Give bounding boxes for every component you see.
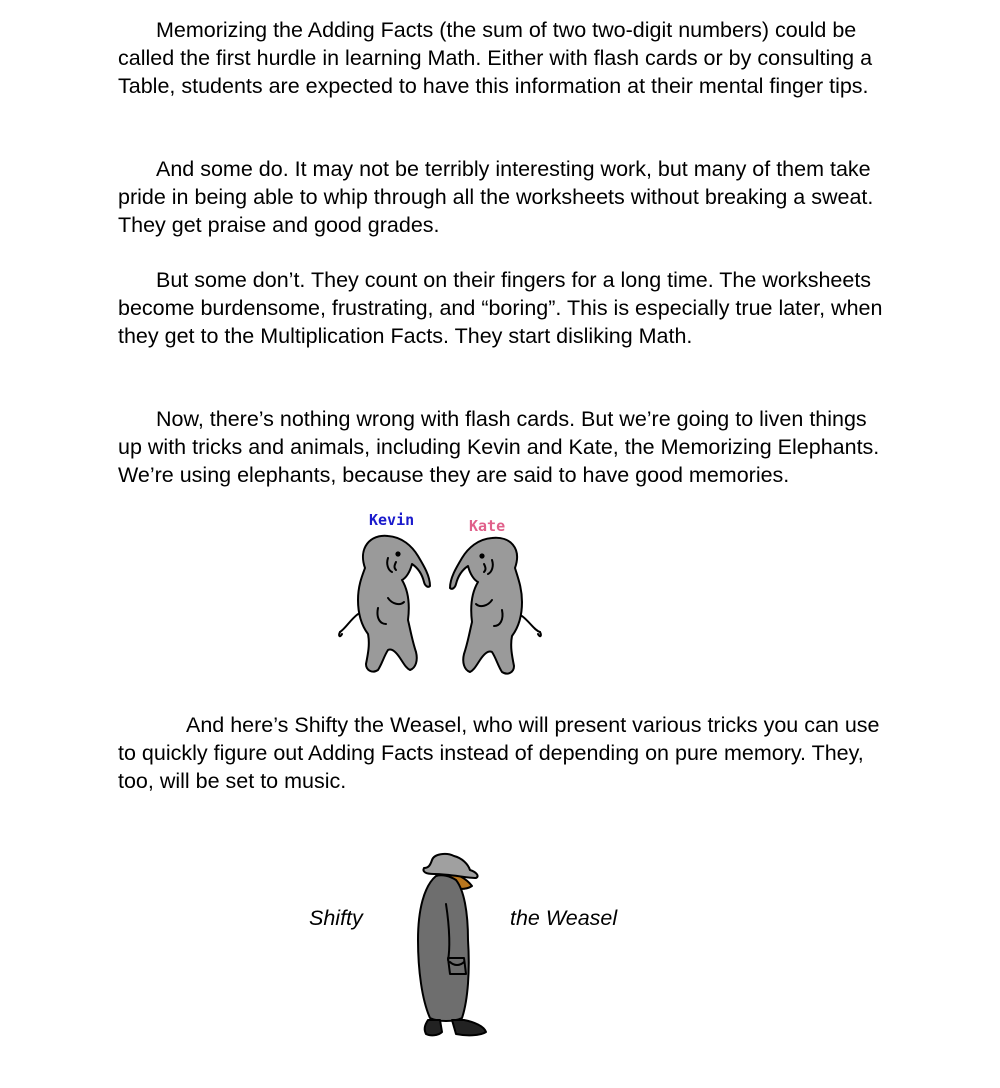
- intro-paragraph: Memorizing the Adding Facts (the sum of two two-digit numbers) could be called the first hurdle in learning Math. Either with flash cards or by consulting a Table, students are expected to have this information at their mental finger tips.: [118, 18, 873, 98]
- elephants-intro-paragraph: Now, there’s nothing wrong with flash cards. But we’re going to liven things up with tricks and animals, including Kevin and Kate, the Memorizing Elephants. We’re using elephants, because they are said to have good memories.: [118, 407, 880, 487]
- weasel-shoe-right: [452, 1020, 486, 1035]
- kate-label: Kate: [469, 517, 506, 535]
- elephants-illustration: [330, 528, 550, 680]
- weasel-intro-paragraph: And here’s Shifty the Weasel, who will present various tricks you can use to quickly figure out Adding Facts instead of depending on pure memory. They, too, will be set to music.: [118, 713, 880, 793]
- kate-elephant: [450, 538, 541, 674]
- some-do-paragraph: And some do. It may not be terribly interesting work, but many of them take pride in being able to whip through all the worksheets without breaking a sweat. They get praise and good grades.: [118, 157, 874, 237]
- shifty-weasel-illustration: [410, 850, 496, 1045]
- kevin-elephant: [339, 536, 430, 672]
- some-dont-paragraph: But some don’t. They count on their fingers for a long time. The worksheets become burdensome, frustrating, and “boring”. This is especially true later, when they get to the Multiplication Facts. They start disliking Math.: [118, 268, 883, 348]
- weasel-caption-left: Shifty: [309, 906, 363, 930]
- weasel-caption-right: the Weasel: [510, 906, 618, 930]
- weasel-shoe-left: [425, 1020, 442, 1035]
- kevin-label: Kevin: [369, 511, 415, 529]
- weasel-coat: [418, 875, 469, 1021]
- weasel-hat: [423, 854, 477, 878]
